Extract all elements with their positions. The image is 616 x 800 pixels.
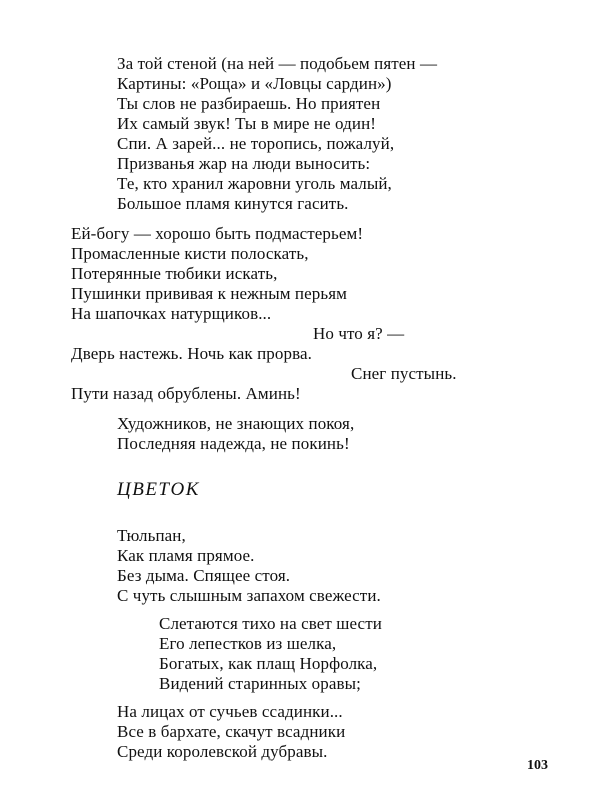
verse-line: Картины: «Роща» и «Ловцы сардин») (117, 74, 392, 93)
verse-line: Промасленные кисти полоскать, (71, 244, 309, 263)
page-number: 103 (527, 758, 548, 773)
verse-line: Призванья жар на люди выносить: (117, 154, 371, 173)
poem-title: ЦВЕТОК (117, 479, 200, 500)
verse-line: Богатых, как плащ Норфолка, (159, 654, 378, 673)
verse-line: Потерянные тюбики искать, (71, 264, 278, 283)
verse-line: Их самый звук! Ты в мире не один! (117, 114, 377, 133)
verse-line: Художников, не знающих покоя, (117, 414, 355, 433)
verse-line: Как пламя прямое. (117, 546, 255, 565)
verse-line: Последняя надежда, не покинь! (117, 434, 350, 453)
verse-line: Но что я? — (313, 324, 405, 343)
verse-line: Видений старинных оравы; (159, 674, 361, 693)
verse-line: Пути назад обрублены. Аминь! (71, 384, 301, 403)
verse-line: Пушинки прививая к нежным перьям (71, 284, 348, 303)
verse-line: Среди королевской дубравы. (117, 742, 328, 761)
verse-line: С чуть слышным запахом свежести. (117, 586, 381, 605)
verse-line: Спи. А зарей... не торопись, пожалуй, (117, 134, 395, 153)
verse-line: Ей-богу — хорошо быть подмастерьем! (71, 224, 364, 243)
verse-line: Его лепестков из шелка, (159, 634, 337, 653)
verse-line: Большое пламя кинутся гасить. (117, 194, 349, 213)
verse-line: Тюльпан, (117, 526, 186, 545)
verse-line: Слетаются тихо на свет шести (159, 614, 382, 633)
verse-line: Ты слов не разбираешь. Но приятен (117, 94, 381, 113)
verse-line: Дверь настежь. Ночь как прорва. (71, 344, 312, 363)
verse-line: Все в бархате, скачут всадники (117, 722, 346, 741)
verse-line: Без дыма. Спящее стоя. (117, 566, 291, 585)
verse-line: Те, кто хранил жаровни уголь малый, (117, 174, 392, 193)
verse-line: Снег пустынь. (351, 364, 457, 383)
verse-line: На лицах от сучьев ссадинки... (117, 702, 343, 721)
verse-line: За той стеной (на ней — подобьем пятен — (117, 54, 438, 73)
verse-line: На шапочках натурщиков... (71, 304, 272, 323)
